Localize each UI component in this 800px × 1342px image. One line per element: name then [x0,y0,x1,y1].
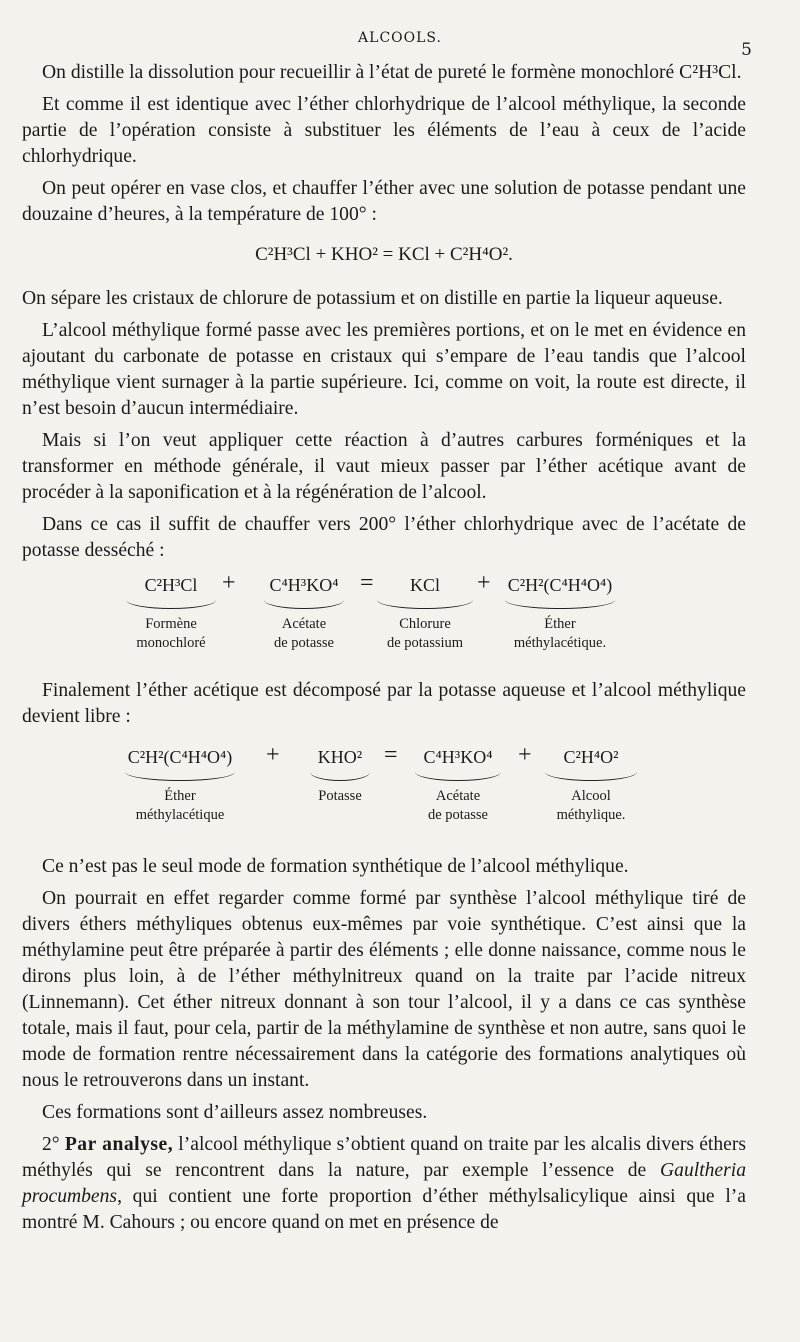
paragraph: On distille la dissolution pour recueillir à l’état de pureté le formène monochloré C²H³Cl. [42,62,742,83]
paragraph: Finalement l’éther acétique est décomposé par la potasse aqueuse et l’alcool méthylique devient libre : [22,680,746,727]
term-label: méthylacétique [135,807,225,823]
term-label: Éther [164,788,196,804]
species-name: Gaultheria procumbens [22,1160,746,1207]
equation-operator: + [518,742,532,768]
term-label: de potassium [386,635,464,651]
equation-term [118,744,242,825]
term-brace [545,772,637,781]
paragraph: On sépare les cristaux de chlorure de potassium et on distille en partie la liqueur aqueuse. [22,288,723,309]
term-label: Acétate [435,788,481,804]
term-formula: C²H³Cl [144,575,198,595]
equation-operator: + [266,742,280,768]
term-brace [126,600,216,609]
section-heading: Par analyse, [64,1134,174,1155]
paragraph: Dans ce cas il suffit de chauffer vers 200° l’éther chlorhydrique avec de l’acétate de potasse desséché : [22,514,746,561]
paragraph-text: , qui contient une forte proportion d’éther méthylsalicylique ainsi que l’a montré M. Cahours ; ou encore quand on met en présence de [22,1186,746,1233]
term-label: monochloré [136,635,206,651]
term-label: Potasse [318,788,362,804]
term-formula: C²H²(C⁴H⁴O⁴) [127,747,233,767]
term-formula: C⁴H³KO⁴ [269,575,339,595]
paragraph: Mais si l’on veut appliquer cette réaction à d’autres carbures forméniques et la transformer en méthode générale, il vaut mieux passer par l’éther acétique avant de procéder à la saponification et à la régénération de l’alcool. [22,430,746,503]
paragraph-text: l’alcool méthylique s’obtient quand on traite par les alcalis divers éthers méthylés qui se rencontrent dans la nature, par exemple l’essence de [22,1134,746,1181]
page-number: 5 [741,40,752,60]
paragraph: L’alcool méthylique formé passe avec les premières portions, et on le met en évidence en ajoutant du carbonate de potasse en cristaux qui s’empare de l’eau tandis que l’alcool méthylique vient surnager à la partie supérieure. Ici, comme on voit, la route est directe, il n’est besoin d’aucun intermédiaire. [22,320,746,419]
paragraph: On peut opérer en vase clos, et chauffer l’éther avec une solution de potasse pendant une douzaine d’heures, à la température de 100° : [22,178,746,225]
equation-term [408,744,508,825]
term-brace [310,772,370,781]
paragraph: Ces formations sont d’ailleurs assez nombreuses. [42,1102,428,1123]
equation-operator: + [222,570,236,596]
equation-term [498,572,622,653]
term-formula: KCl [409,575,440,595]
equation-term [370,572,480,653]
term-formula: KHO² [317,747,363,767]
term-formula: C²H⁴O² [563,747,619,767]
page-body [22,60,746,1242]
paragraph: On pourrait en effet regarder comme formé par synthèse l’alcool méthylique tiré de divers éthers méthyliques obtenus eux-mêmes par voie synthétique. C’est ainsi que la méthylamine peut être préparée à partir des éléments ; elle donne naissance, comme nous le dirons plus loin, à de l’éther méthylnitreux quand on la traite par l’acide nitreux (Linnemann). Cet éther nitreux donnant à son tour l’alcool, il y a dans ce cas synthèse totale, mais il faut, pour cela, partir de la méthylamine de synthèse et non autre, sans quoi le mode de formation rentre nécessairement dans la catégorie des formations analytiques où nous le retrouverons dans un instant. [22,888,746,1091]
term-brace [264,600,344,609]
term-label: Formène [145,616,197,632]
term-label: Éther [544,616,576,632]
equation-term [116,572,226,653]
equation-term [254,572,354,653]
paragraph: Et comme il est identique avec l’éther chlorhydrique de l’alcool méthylique, la seconde partie de l’opération consiste à substituer les éléments de l’eau à ceux de l’acide chlorhydrique. [22,94,746,167]
equation-term [300,744,380,806]
running-header: ALCOOLS. [358,30,442,46]
term-label: méthylacétique. [513,635,607,651]
term-brace [125,772,235,781]
term-label: de potasse [274,635,334,651]
term-label: de potasse [428,807,488,823]
equation-operator: = [360,570,374,596]
term-formula: C⁴H³KO⁴ [423,747,493,767]
term-label: Chlorure [399,616,451,632]
section-number: 2° [42,1134,60,1155]
term-brace [415,772,501,781]
equation-acetate [22,572,746,664]
term-brace [505,600,615,609]
equation-operator: + [477,570,491,596]
paragraph-analysis [22,1132,746,1236]
term-label: méthylique. [556,807,626,823]
term-brace [377,600,473,609]
equation-term [538,744,644,825]
paragraph: Ce n’est pas le seul mode de formation synthétique de l’alcool méthylique. [42,856,629,877]
term-formula: C²H²(C⁴H⁴O⁴) [507,575,613,595]
equation-saponification [22,744,746,844]
term-label: Acétate [281,616,327,632]
equation-operator: = [384,742,398,768]
formula-line: C²H³Cl + KHO² = KCl + C²H⁴O². [255,244,513,265]
term-label: Alcool [571,788,611,804]
